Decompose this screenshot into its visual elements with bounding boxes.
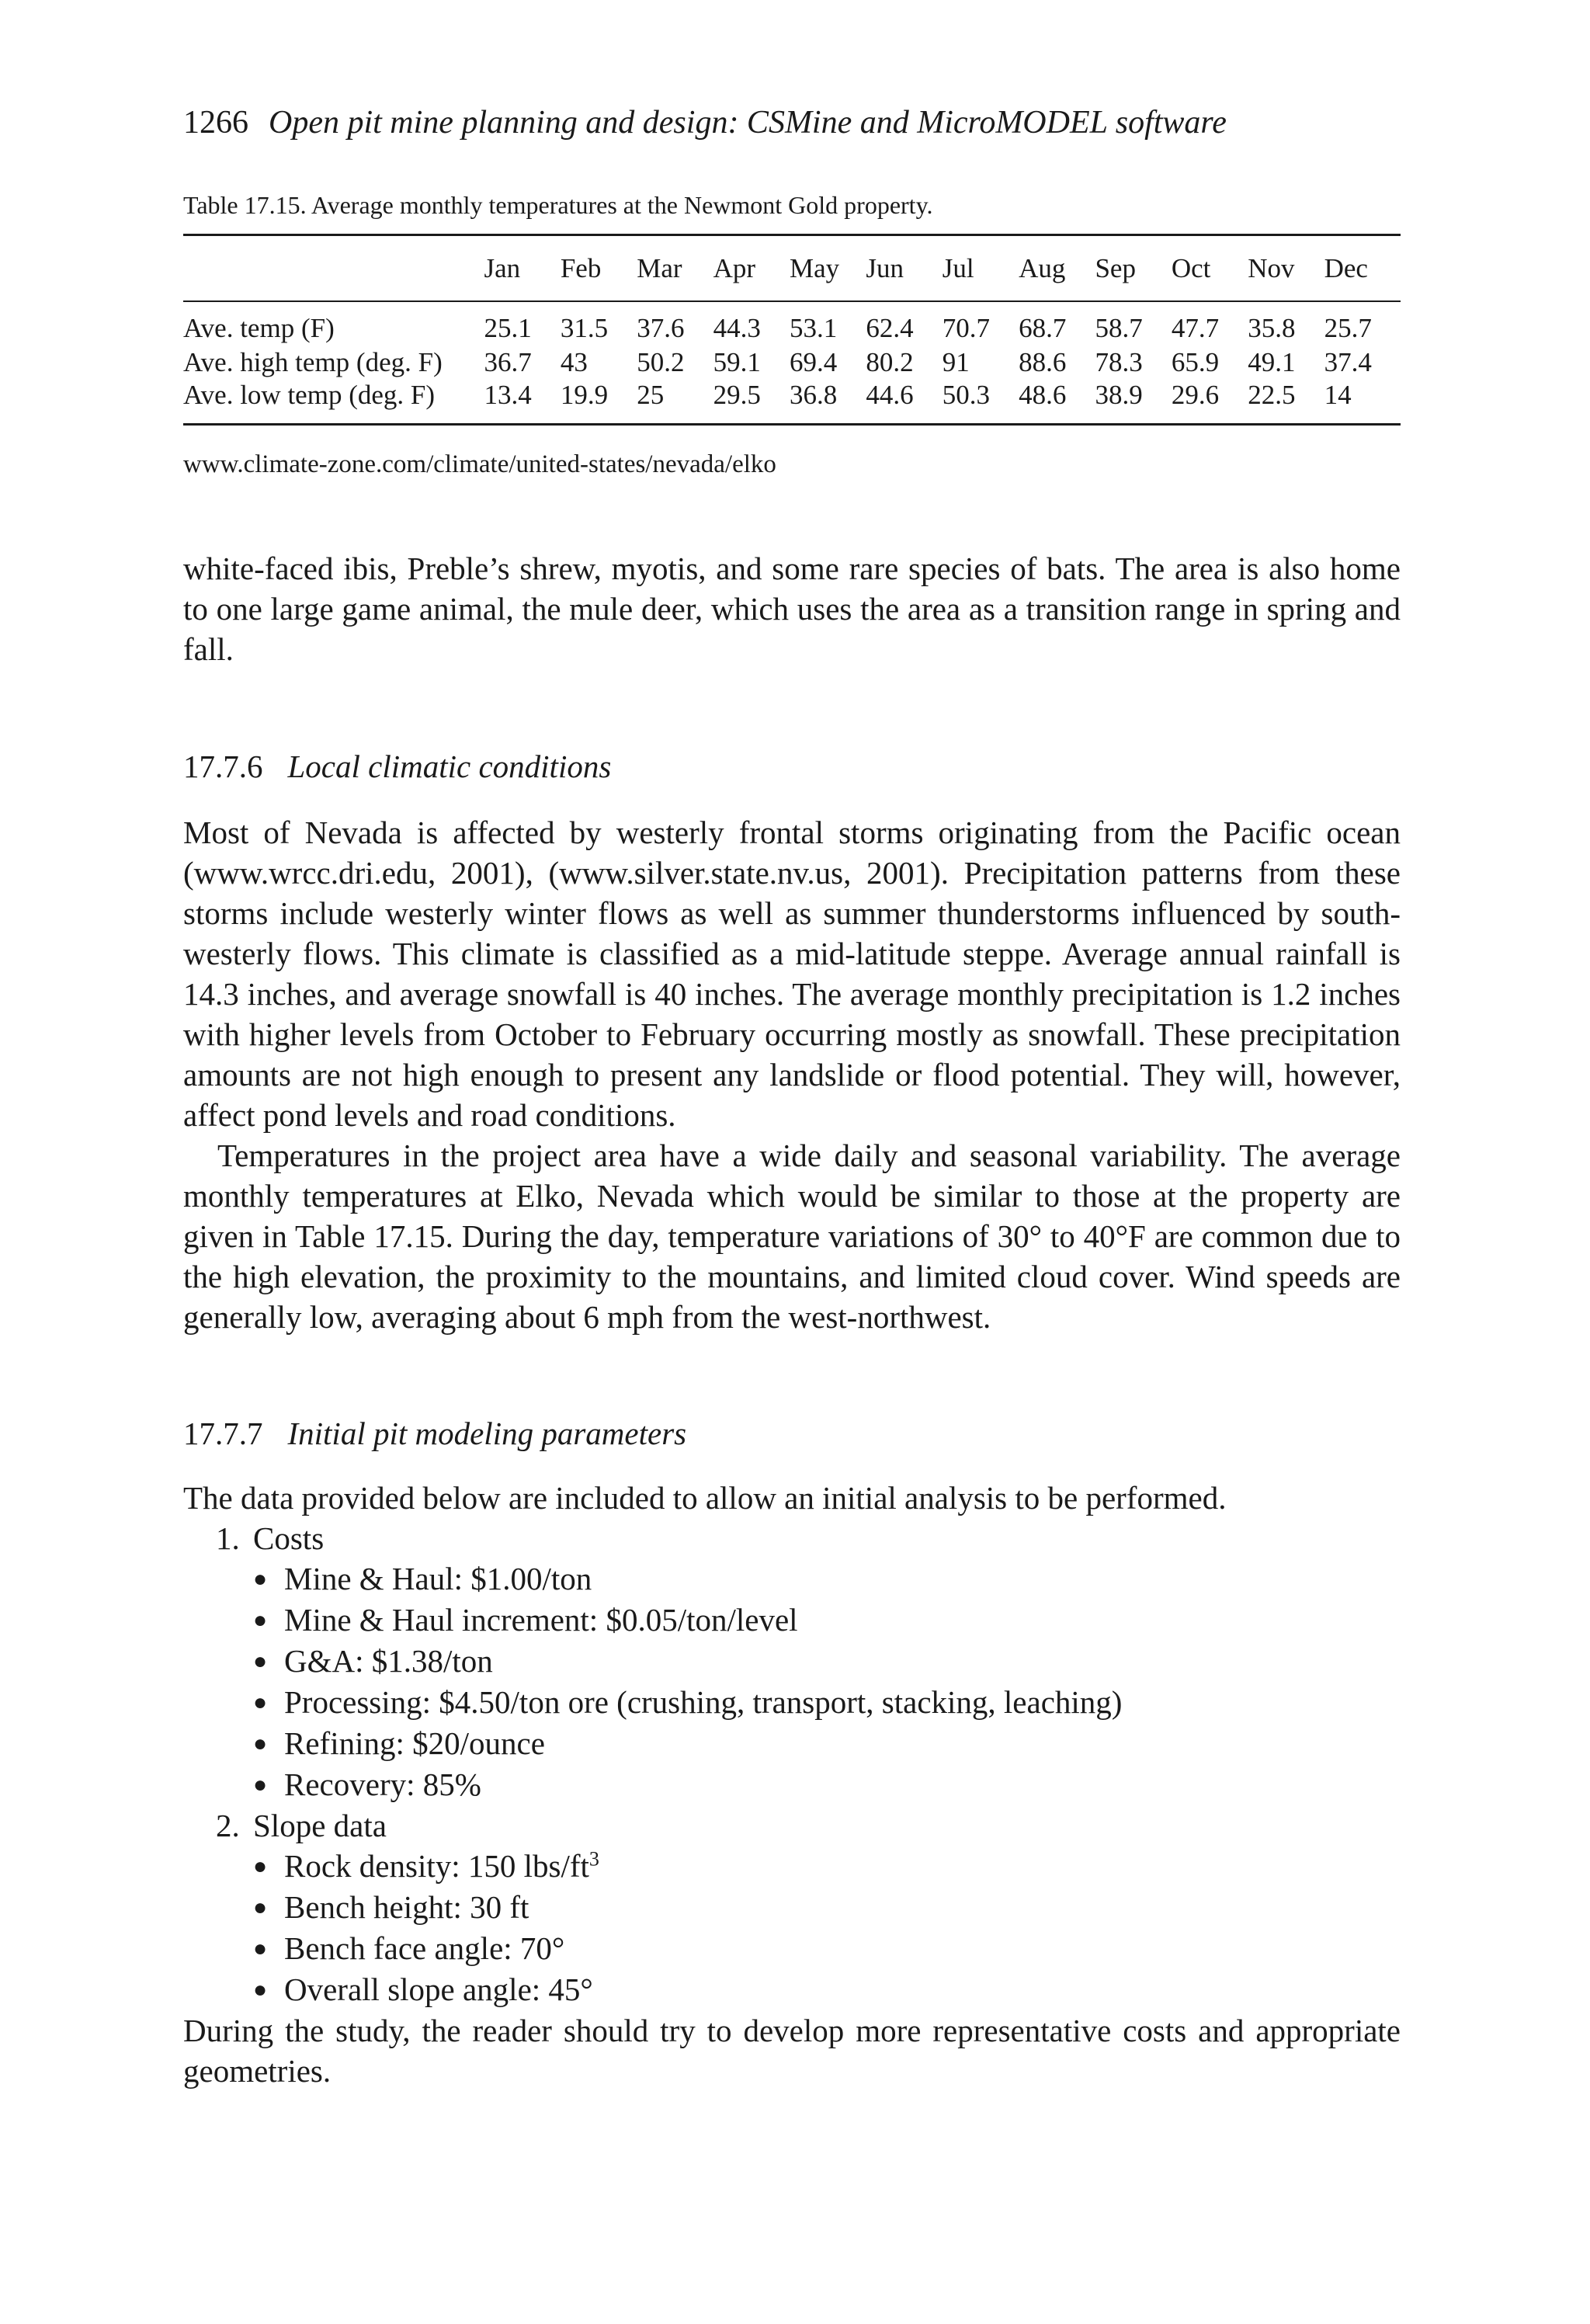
- bullet-icon: ●: [253, 1936, 268, 1961]
- list-bullet: [183, 1723, 1401, 1764]
- table-cell: 14: [1324, 380, 1401, 425]
- table-row: [183, 380, 1401, 425]
- table-caption: Table 17.15. Average monthly temperatures at the Newmont Gold property.: [183, 191, 933, 219]
- table-cell: 47.7: [1171, 313, 1220, 343]
- section-number: 17.7.6: [183, 749, 263, 784]
- table-cell: 35.8: [1248, 313, 1296, 343]
- table-cell: 25.7: [1324, 313, 1372, 343]
- row-label: Ave. temp (F): [183, 313, 335, 343]
- bullet-icon: ●: [253, 1566, 268, 1592]
- list-number: 2.: [216, 1808, 240, 1843]
- table-cell: 13.4: [484, 380, 560, 425]
- bullet-icon: ●: [253, 1772, 268, 1798]
- table-cell: 70.7: [942, 313, 990, 343]
- table-cell: 22.5: [1248, 380, 1324, 425]
- table-cell: 50.2: [637, 347, 685, 377]
- table-cell: 53.1: [789, 313, 838, 343]
- col-header: Oct: [1172, 235, 1248, 302]
- bullet-text: Processing: $4.50/ton ore (crushing, transport, stacking, leaching): [284, 1684, 1123, 1720]
- bullet-text: Rock density: 150 lbs/ft: [284, 1848, 589, 1884]
- list-bullet: [183, 1846, 1401, 1887]
- table-cell: 43: [560, 347, 588, 377]
- bullet-icon: ●: [253, 1690, 268, 1715]
- table-cell: 91: [942, 347, 970, 377]
- parameters-list: [183, 1518, 1401, 2091]
- col-header: Sep: [1095, 235, 1171, 302]
- header-blank: [183, 235, 484, 302]
- col-header: Feb: [561, 235, 637, 302]
- row-label: Ave. high temp (deg. F): [183, 347, 443, 377]
- list-item: [183, 1805, 1401, 1846]
- table-cell: 78.3: [1095, 347, 1143, 377]
- table-cell: 50.3: [943, 380, 1019, 425]
- col-header: Mar: [637, 235, 713, 302]
- col-header: Jan: [484, 235, 560, 302]
- list-bullet: [183, 1600, 1401, 1641]
- bullet-text: Overall slope angle: 45°: [284, 1971, 593, 2007]
- bullet-icon: ●: [253, 1853, 268, 1879]
- list-bullet: [183, 1969, 1401, 2010]
- section-title: Initial pit modeling parameters: [287, 1416, 687, 1451]
- table-cell: 29.6: [1172, 380, 1248, 425]
- table-cell: 88.6: [1019, 347, 1067, 377]
- bullet-icon: ●: [253, 1607, 268, 1633]
- list-label: Slope data: [253, 1808, 387, 1843]
- list-bullet: [183, 1887, 1401, 1928]
- table-row: [183, 301, 1401, 346]
- bullet-icon: ●: [253, 1648, 268, 1674]
- table-cell: 29.5: [713, 380, 790, 425]
- table-cell: 69.4: [789, 347, 838, 377]
- table-cell: 62.4: [866, 313, 914, 343]
- list-item: [183, 1518, 1401, 1558]
- table-cell: 36.7: [484, 347, 532, 377]
- table-cell: 37.4: [1324, 347, 1372, 377]
- density-superscript: 3: [588, 1847, 599, 1871]
- bullet-icon: ●: [253, 1895, 268, 1920]
- col-header: May: [790, 235, 866, 302]
- table-cell: 36.8: [790, 380, 866, 425]
- table-cell: 44.3: [713, 313, 761, 343]
- bullet-icon: ●: [253, 1731, 268, 1756]
- table-cell: 38.9: [1095, 380, 1171, 425]
- table-cell: 68.7: [1019, 313, 1067, 343]
- table-cell: 37.6: [637, 313, 685, 343]
- temperature-table: [183, 234, 1401, 426]
- col-header: Jun: [866, 235, 942, 302]
- running-header: [183, 101, 1227, 144]
- list-bullet: [183, 1682, 1401, 1723]
- table-source: www.climate-zone.com/climate/united-states/nevada/elko: [183, 450, 776, 478]
- section-title: Local climatic conditions: [287, 749, 612, 784]
- bullet-text: Bench face angle: 70°: [284, 1930, 565, 1966]
- table-cell: 25: [637, 380, 713, 425]
- page-number: 1266: [183, 105, 248, 141]
- list-bullet: [183, 1928, 1401, 1969]
- bullet-icon: ●: [253, 1977, 268, 2003]
- parameters-intro: The data provided below are included to allow an initial analysis to be performed.: [183, 1480, 1227, 1516]
- col-header: Aug: [1019, 235, 1095, 302]
- table-cell: 65.9: [1171, 347, 1220, 377]
- list-bullet: [183, 1641, 1401, 1682]
- climate-paragraph-2: Temperatures in the project area have a wide daily and seasonal variability. The average monthly temperatures at Elko, Nevada which would be similar to those at the property are given in Table 17.15. During the day, temperature variations of 30° to 40°F are common due to the high elevation, the proximity to the mountains, and limited cloud cover. Wind speeds are generally low, averaging about 6 mph from the west-northwest.: [183, 1138, 1401, 1335]
- row-label: Ave. low temp (deg. F): [183, 380, 484, 425]
- col-header: Dec: [1324, 235, 1401, 302]
- climate-paragraph-1: Most of Nevada is affected by westerly frontal storms originating from the Pacific ocean (www.wrcc.dri.edu, 2001), (www.silver.state.nv.us, 2001). Precipitation patterns from these storms include westerly winter flows as well as summer thunderstorms influenced by south-westerly flows. This climate is classified as a mid-latitude steppe. Average annual rainfall is 14.3 inches, and average snowfall is 40 inches. The average monthly precipitation is 1.2 inches with higher levels from October to February occurring mostly as snowfall. These precipitation amounts are not high enough to present any landslide or flood potential. They will, however, affect pond levels and road conditions.: [183, 815, 1401, 1133]
- table-cell: 25.1: [484, 313, 532, 343]
- closing-paragraph: During the study, the reader should try to develop more representative costs and appropriate geometries.: [183, 2013, 1401, 2089]
- table-cell: 49.1: [1248, 347, 1296, 377]
- table-cell: 44.6: [866, 380, 942, 425]
- table-cell: 59.1: [713, 347, 761, 377]
- table-cell: 58.7: [1095, 313, 1143, 343]
- running-title: Open pit mine planning and design: CSMine and MicroMODEL software: [269, 105, 1227, 141]
- table-row: [183, 346, 1401, 380]
- bullet-text: Mine & Haul: $1.00/ton: [284, 1561, 592, 1596]
- section-number: 17.7.7: [183, 1416, 263, 1451]
- section-heading-777: [183, 1413, 686, 1454]
- table-header-row: [183, 235, 1401, 302]
- bullet-text: G&A: $1.38/ton: [284, 1643, 493, 1679]
- section-heading-776: [183, 746, 611, 787]
- bullet-text: Bench height: 30 ft: [284, 1889, 529, 1925]
- list-bullet: [183, 1764, 1401, 1805]
- list-label: Costs: [253, 1520, 325, 1556]
- table-cell: 19.9: [561, 380, 637, 425]
- col-header: Apr: [713, 235, 790, 302]
- list-number: 1.: [216, 1520, 240, 1556]
- table-cell: 80.2: [866, 347, 914, 377]
- col-header: Jul: [943, 235, 1019, 302]
- bullet-text: Recovery: 85%: [284, 1766, 481, 1802]
- col-header: Nov: [1248, 235, 1324, 302]
- bullet-text: Mine & Haul increment: $0.05/ton/level: [284, 1602, 798, 1638]
- intro-paragraph: white-faced ibis, Preble’s shrew, myotis, and some rare species of bats. The area is also home to one large game animal, the mule deer, which uses the area as a transition range in spring and fall.: [183, 551, 1401, 667]
- table-cell: 31.5: [560, 313, 609, 343]
- list-bullet: [183, 1558, 1401, 1600]
- table-cell: 48.6: [1019, 380, 1095, 425]
- bullet-text: Refining: $20/ounce: [284, 1725, 545, 1761]
